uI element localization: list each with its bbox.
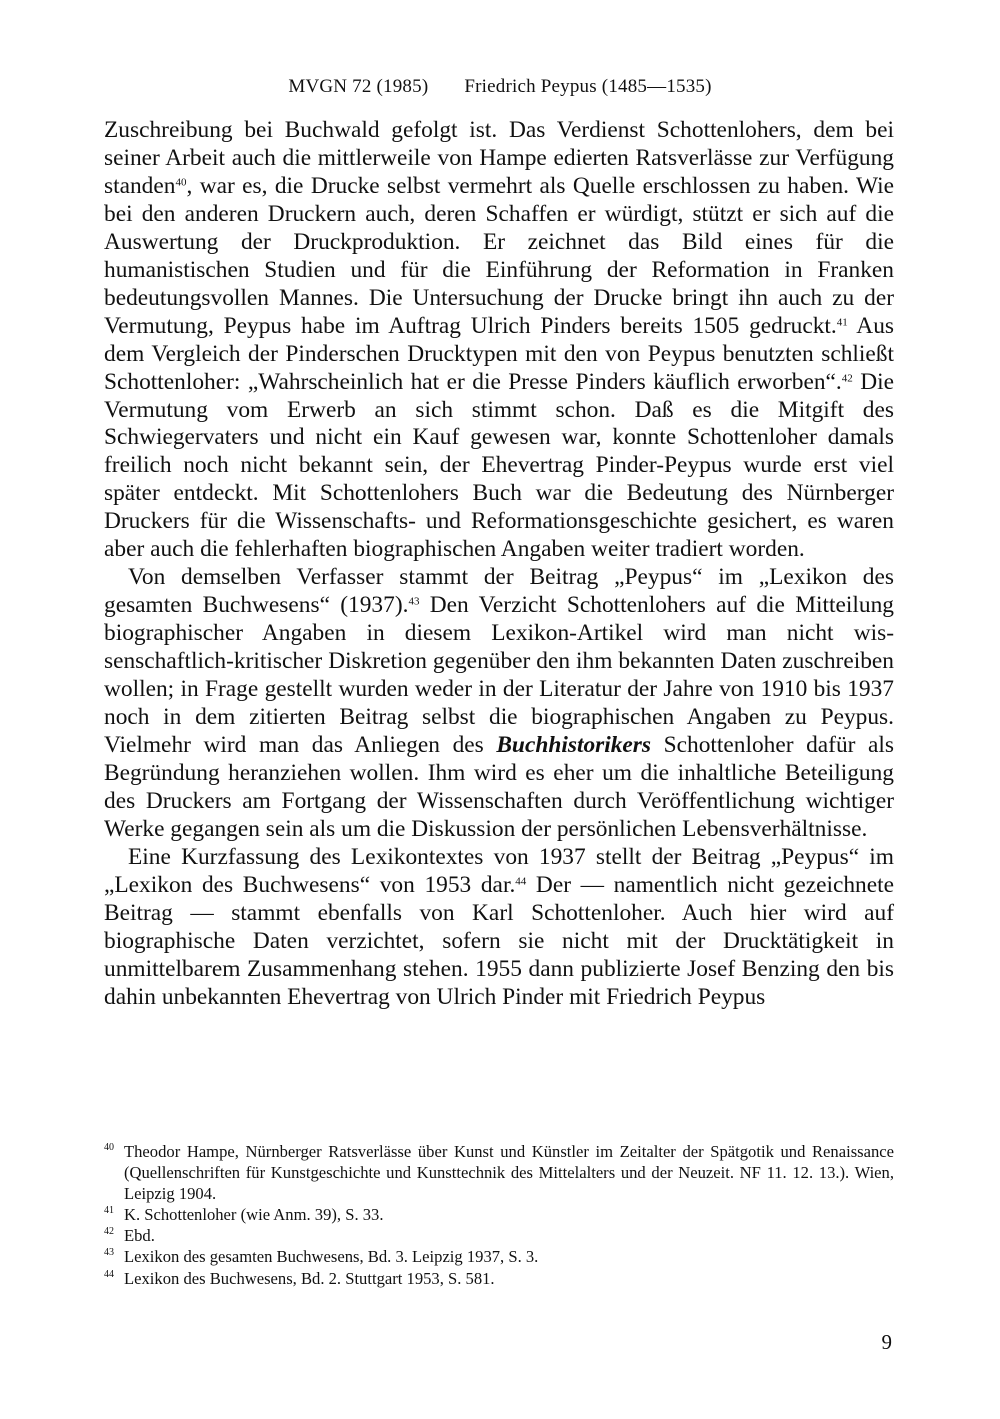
footnote-ref-42: 42 <box>841 371 853 384</box>
page-number: 9 <box>881 1330 892 1354</box>
footnotes <box>104 1141 894 1289</box>
paragraph-2-text-a: Von demselben Verfasser stammt der Beitrag „Peypus“ im „Lexikon des gesamten Buchwesens“ (1937). <box>104 564 894 619</box>
paragraph-3-text-a: Eine Kurzfassung des Lexikontextes von 1937 stellt der Beitrag „Peypus“ im „Lexikon des Buchwesens“ von 1953 dar. <box>104 843 894 898</box>
journal-citation: MVGN 72 (1985) <box>288 76 429 97</box>
footnote-text: Lexikon des gesamten Buchwesens, Bd. 3. Leipzig 1937, S. 3. <box>124 1247 539 1267</box>
footnote <box>104 1246 894 1267</box>
running-header <box>0 76 1000 98</box>
article-title: Friedrich Peypus (1485—1535) <box>464 76 712 97</box>
footnote-number: 40 <box>104 1142 114 1153</box>
paragraph-1-text-d: Die Vermutung vom Erwerb an sich stimmt schon. Daß es die Mitgift des Schwiegervaters und nicht ein Kauf gewesen war, konnte Schottenloher damals freilich noch nicht bekannt sein, der Ehevertrag Pinder-Peypus wurde erst viel später entdeckt. Mit Schottenlohers Buch war die Bedeutung des Nürnberger Druckers für die Wissenschafts- und Reformationsgeschichte gesichert, es waren aber auch die fehlerhaften biographischen Angaben weiter tradiert worden. <box>104 368 894 563</box>
footnote <box>104 1204 894 1225</box>
paragraph-1-text-a: Zuschreibung bei Buchwald gefolgt ist. Das Verdienst Schottenlohers, dem bei seiner Arbeit auch die mittlerweile von Hampe edierten Ratsverlässe zur Verfügung standen <box>104 117 894 199</box>
emphasized-term: Buchhistorikers <box>496 731 652 758</box>
footnote-number: 41 <box>104 1205 114 1217</box>
footnote <box>104 1268 894 1289</box>
paragraph-1-text-b: , war es, die Drucke selbst vermehrt als Quelle erschlossen zu haben. Wie bei den anderen Druckern auch, deren Schaffen er würdigt, stützt er sich auf die Auswertung der Druckproduktion. Er zeichnet das Bild eines für die humanistischen Studien und für die Einführung der Reformation in Franken bedeutungsvollen Mannes. Die Untersuchung der Drucke bringt ihn auch zu der Vermutung, Peypus habe im Auftrag Ulrich Pinders bereits 1505 gedruckt. <box>104 172 894 339</box>
footnote-ref-41: 41 <box>836 315 848 328</box>
footnote-ref-43: 43 <box>408 595 420 608</box>
paragraph-1-text-c: Aus dem Vergleich der Pinderschen Drucktypen mit den von Peypus benutzten schließt Schottenloher: „Wahrscheinlich hat er die Presse Pinders käuflich erworben“. <box>104 312 894 395</box>
footnote-number: 43 <box>104 1247 114 1259</box>
footnote-text: Theodor Hampe, Nürnberger Ratsverlässe über Kunst und Künstler im Zeitalter der Spätgotik und Renaissance (Quellenschriften für Kunstgeschichte und Kunsttechnik des Mittelalters und der Neuzeit. NF 11. 12. 13.). Wien, Leipzig 1904. <box>124 1142 894 1204</box>
footnote-number: 44 <box>104 1268 114 1280</box>
footnote-text: K. Schottenloher (wie Anm. 39), S. 33. <box>124 1205 384 1225</box>
footnote-text: Ebd. <box>124 1226 155 1246</box>
paragraph-1 <box>104 117 894 564</box>
footnote-ref-44: 44 <box>515 875 527 888</box>
paragraph-2 <box>104 564 894 844</box>
paragraph-3 <box>104 844 894 1012</box>
body-text <box>104 117 894 1012</box>
footnote <box>104 1225 894 1246</box>
footnote-number: 42 <box>104 1226 114 1238</box>
paragraph-2-text-c: Schottenloher dafür als Begründung heranziehen wollen. Ihm wird es eher um die inhaltliche Beteiligung des Druckers am Fortgang der Wissenschaften durch Veröffentlichung wichtiger Werke gegangen sein als um die Diskussion der persönlichen Lebensverhältnisse. <box>104 731 895 842</box>
paragraph-2-text-b: Den Verzicht Schottenlohers auf die Mitteilung biographischer Angaben in diesem Lexikon-Artikel wird man nicht wissenschaftlich-kritischer Diskretion gegenüber den ihm bekannten Daten zuschreiben wollen; in Frage gestellt wurden weder in der Literatur der Jahre von 1910 bis 1937 noch in dem zitierten Beitrag selbst die biographischen Angaben zu Peypus. Vielmehr wird man das Anliegen des <box>104 592 895 758</box>
paragraph-3-text-b: Der — namentlich nicht gezeichnete Beitrag — stammt ebenfalls von Karl Schottenloher. Auch hier wird auf biographische Daten verzichtet, sofern sie nicht mit der Drucktätigkeit in unmittelbarem Zusammenhang stehen. 1955 dann publizierte Josef Benzing den bis dahin unbekannten Ehevertrag von Ulrich Pinder mit Friedrich Peypus <box>104 871 894 1010</box>
footnote <box>104 1141 894 1204</box>
footnote-ref-40: 40 <box>175 176 187 189</box>
footnote-text: Lexikon des Buchwesens, Bd. 2. Stuttgart 1953, S. 581. <box>124 1268 495 1288</box>
